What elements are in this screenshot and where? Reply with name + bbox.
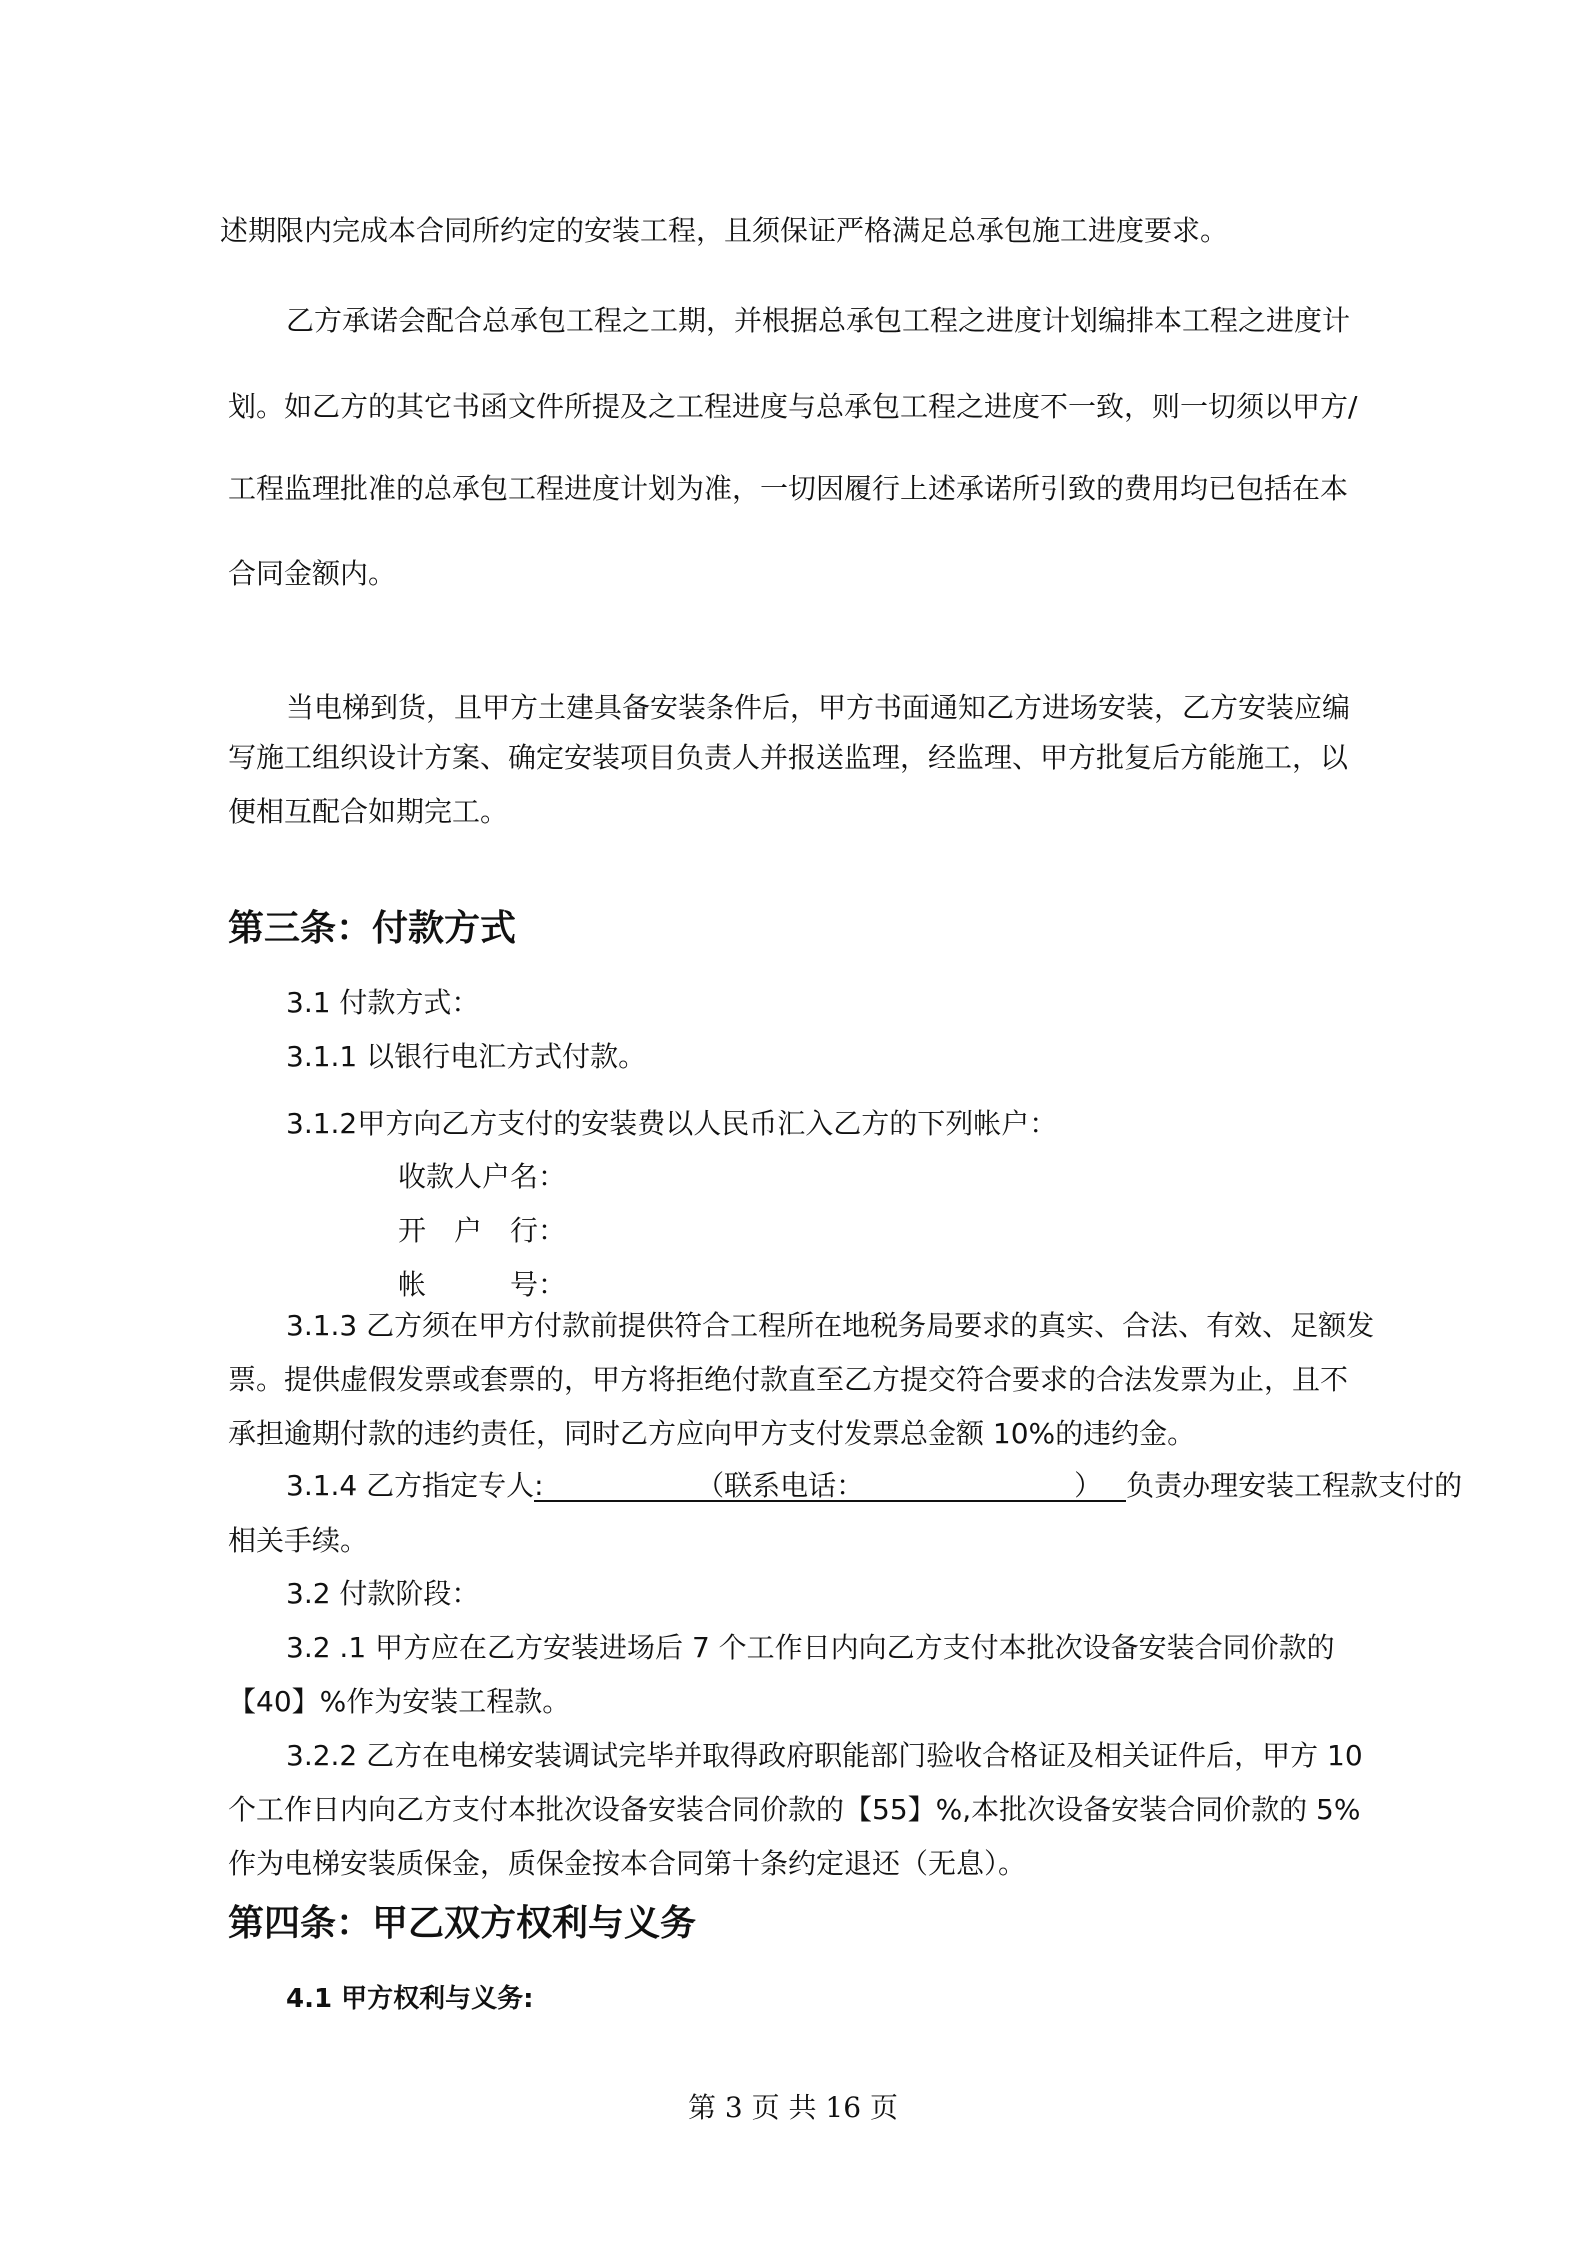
payee-name-label: 收款人户名：	[398, 1160, 567, 1193]
clause-3-1-3-line: 承担逾期付款的违约责任，同时乙方应向甲方支付发票总金额 10%的违约金。	[228, 1417, 1196, 1450]
paragraph-line: 合同金额内。	[228, 557, 397, 590]
account-label: 帐 号：	[398, 1268, 567, 1301]
clause-4-1: 4.1 甲方权利与义务:	[286, 1984, 534, 2014]
paragraph-line: 工程监理批准的总承包工程进度计划为准，一切因履行上述承诺所引致的费用均已包括在本	[228, 472, 1349, 505]
contact-phone-blank: （联系电话： ）	[630, 1466, 1126, 1502]
clause-3-2-2-line: 作为电梯安装质保金，质保金按本合同第十条约定退还（无息）。	[228, 1847, 1027, 1880]
clause-3-2-2-line: 个工作日内向乙方支付本批次设备安装合同价款的【55】%,本批次设备安装合同价款的 5%	[228, 1793, 1361, 1826]
clause-3-1-4-line: 相关手续。	[228, 1524, 369, 1557]
article-4-heading: 第四条：甲乙双方权利与义务	[228, 1903, 697, 1944]
paragraph-line: 写施工组织设计方案、确定安装项目负责人并报送监理，经监理、甲方批复后方能施工，以	[228, 741, 1349, 774]
clause-3-2-1-line: 3.2 .1 甲方应在乙方安装进场后 7 个工作日内向乙方支付本批次设备安装合同价款的	[286, 1631, 1335, 1664]
paragraph-line: 划。如乙方的其它书函文件所提及之工程进度与总承包工程之进度不一致，则一切须以甲方/	[228, 390, 1358, 423]
paragraph-line: 当电梯到货，且甲方土建具备安装条件后，甲方书面通知乙方进场安装，乙方安装应编	[286, 691, 1351, 724]
clause-3-1-4-tail: 负责办理安装工程款支付的	[1126, 1469, 1463, 1502]
clause-3-2-1-line: 【40】%作为安装工程款。	[228, 1685, 571, 1718]
paragraph-line: 便相互配合如期完工。	[228, 795, 509, 828]
clause-3-1-3-line: 3.1.3 乙方须在甲方付款前提供符合工程所在地税务局要求的真实、合法、有效、足额发	[286, 1309, 1375, 1342]
clause-3-1-2: 3.1.2甲方向乙方支付的安装费以人民币汇入乙方的下列帐户：	[286, 1107, 1058, 1140]
clause-3-1-3-line: 票。提供虚假发票或套票的，甲方将拒绝付款直至乙方提交符合要求的合法发票为止，且不	[228, 1363, 1349, 1396]
clause-3-1-4-line	[286, 1466, 1462, 1506]
clause-3-1-4-lead: 3.1.4 乙方指定专人	[286, 1469, 535, 1502]
page-number: 第 3 页 共 16 页	[688, 2091, 898, 2124]
contact-person-blank: :	[534, 1466, 630, 1502]
paragraph-line: 述期限内完成本合同所约定的安装工程，且须保证严格满足总承包施工进度要求。	[220, 214, 1229, 247]
clause-3-1-1: 3.1.1 以银行电汇方式付款。	[286, 1040, 647, 1073]
article-3-heading: 第三条：付款方式	[228, 908, 517, 949]
clause-3-1: 3.1 付款方式：	[286, 986, 480, 1019]
paragraph-line: 乙方承诺会配合总承包工程之工期，并根据总承包工程之进度计划编排本工程之进度计	[286, 304, 1351, 337]
clause-3-2-2-line: 3.2.2 乙方在电梯安装调试完毕并取得政府职能部门验收合格证及相关证件后，甲方 10	[286, 1739, 1363, 1772]
bank-label: 开 户 行：	[398, 1214, 567, 1247]
clause-3-2: 3.2 付款阶段：	[286, 1577, 480, 1610]
